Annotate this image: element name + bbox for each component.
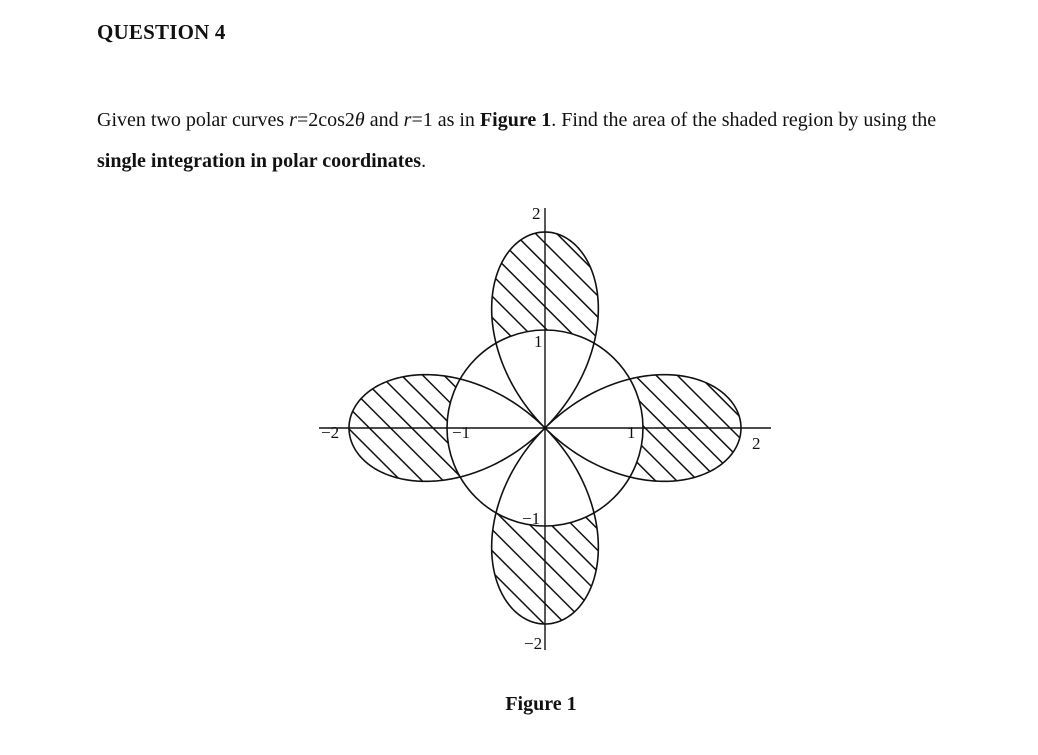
equation-rose [289,109,365,131]
eq-rose-lhs: r [289,109,297,131]
figure-caption: Figure 1 [505,693,577,715]
tick-x-pos-1: 1 [627,423,636,442]
eq-rose-theta: θ [354,109,365,131]
eq-rose-sign: = [296,109,309,131]
text-segment-1: Given two polar curves [97,109,290,131]
tick-y-pos-2: 2 [532,204,541,223]
tick-x-neg-1: −1 [452,423,471,442]
text-segment-4: . Find the area of the shaded region by using the [551,109,937,131]
emphasis-text: single integration in polar coordinates [97,150,422,172]
eq-rose-rhs: 2cos2 [308,109,355,131]
tick-y-neg-2: −2 [524,634,543,653]
text-segment-5: . [421,150,427,172]
tick-x-pos-2: 2 [752,434,761,453]
text-segment-3: as in [432,109,480,131]
eq-circle-lhs: r [403,109,412,131]
eq-circle-sign: = [411,109,423,131]
eq-circle-rhs: 1 [422,109,433,131]
question-text [97,100,967,182]
text-segment-2: and [364,109,404,131]
tick-y-neg-1: −1 [522,509,541,528]
polar-figure [305,195,785,665]
tick-y-pos-1: 1 [534,332,543,351]
figure-reference: Figure 1 [479,109,552,131]
tick-x-neg-2: −2 [321,423,340,442]
equation-circle [404,109,433,131]
question-heading: QUESTION 4 [97,20,226,44]
